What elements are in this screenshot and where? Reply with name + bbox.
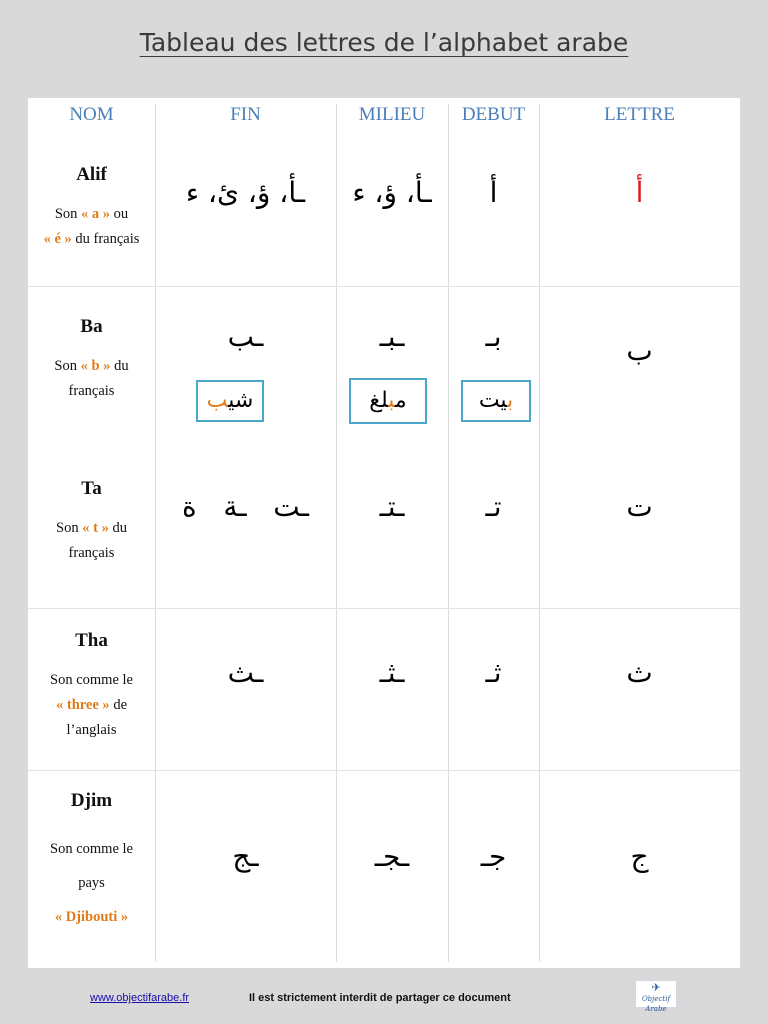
copyright-notice: Il est strictement interdit de partager ce document: [249, 992, 511, 1004]
word-part: يت: [478, 388, 508, 413]
example-word-fin: [196, 380, 264, 422]
example-word-milieu: [349, 378, 427, 424]
column-divider: [336, 104, 337, 962]
row-divider: [28, 608, 740, 609]
letter-sound: [28, 202, 155, 252]
form-lettre: ث: [626, 656, 653, 689]
form-fin: ـت ـة ة: [182, 490, 309, 523]
form-debut: تـ: [485, 490, 502, 523]
page-title: Tableau des lettres de l’alphabet arabe: [139, 28, 629, 57]
sound-highlight: « three »: [55, 697, 110, 713]
table-row: [28, 790, 155, 934]
sound-highlight: « é »: [43, 231, 72, 247]
sound-text: français: [68, 545, 115, 561]
header-nom: NOM: [69, 104, 114, 125]
form-lettre: أ: [635, 176, 644, 209]
header-milieu: MILIEU: [358, 104, 426, 125]
form-fin: ـب: [227, 320, 264, 353]
letter-sound: [28, 832, 155, 934]
sound-text: français: [68, 383, 115, 399]
sound-text: pays: [78, 875, 105, 891]
form-milieu: ـثـ: [379, 656, 405, 689]
form-milieu: ـجـ: [374, 840, 410, 873]
alphabet-table: [28, 98, 740, 968]
letter-name: Djim: [70, 790, 113, 811]
sound-text: l’anglais: [66, 722, 117, 738]
row-divider: [28, 770, 740, 771]
form-fin: ـأ، ؤ، ئ، ء: [185, 176, 306, 209]
sound-text: Son: [54, 358, 81, 374]
form-fin: ـث: [227, 656, 264, 689]
header-fin: FIN: [230, 104, 261, 125]
sound-highlight: « t »: [82, 520, 109, 536]
letter-name: Tha: [75, 630, 108, 651]
sound-highlight: Dj: [65, 909, 82, 925]
sound-text: Son: [56, 520, 83, 536]
word-part: شي: [228, 388, 254, 413]
sound-text: Son: [54, 206, 82, 222]
form-debut: بـ: [485, 320, 502, 353]
letter-sound: [28, 516, 155, 566]
letter-name: Alif: [76, 164, 107, 185]
logo-text: Objectif Arabe: [641, 995, 671, 1013]
sound-text: du: [108, 520, 127, 536]
paper-plane-icon: ✈: [651, 981, 661, 994]
column-divider: [155, 104, 156, 962]
word-highlight: ب: [206, 388, 229, 413]
sound-text: du: [110, 358, 129, 374]
table-row: [28, 164, 155, 252]
form-lettre: ت: [626, 490, 653, 523]
sound-highlight: « b »: [80, 358, 111, 374]
table-row: [28, 316, 155, 404]
form-debut: ثـ: [485, 656, 502, 689]
column-divider: [539, 104, 540, 962]
sound-text: de: [109, 697, 127, 713]
form-lettre: ب: [626, 334, 653, 367]
sound-highlight: ibouti »: [81, 909, 129, 925]
sound-text: Son comme le: [50, 672, 133, 688]
letter-sound: [28, 668, 155, 743]
form-fin: ـج: [232, 840, 259, 873]
form-debut: جـ: [480, 840, 507, 873]
column-divider: [448, 104, 449, 962]
word-part: لغ: [369, 388, 389, 413]
word-part: م: [394, 388, 407, 413]
form-lettre: ج: [630, 840, 649, 873]
letter-name: Ta: [81, 478, 102, 499]
brand-logo: [635, 980, 677, 1013]
sound-text: du français: [71, 231, 140, 247]
letter-name: Ba: [80, 316, 103, 337]
sound-highlight: «: [54, 909, 66, 925]
form-milieu: ـأ، ؤ، ء: [352, 176, 432, 209]
example-word-debut: [461, 380, 531, 422]
table-row: [28, 630, 155, 743]
website-link[interactable]: www.objectifarabe.fr: [90, 992, 190, 1004]
form-milieu: ـتـ: [379, 490, 405, 523]
word-highlight: ب: [388, 388, 395, 413]
table-row: [28, 478, 155, 566]
sound-text: Son comme le: [50, 841, 133, 857]
form-debut: أ: [489, 176, 498, 209]
header-lettre: LETTRE: [604, 104, 675, 125]
header-debut: DEBUT: [461, 104, 526, 125]
sound-highlight: « a »: [81, 206, 111, 222]
sound-text: ou: [110, 206, 129, 222]
row-divider: [28, 286, 740, 287]
form-milieu: ـبـ: [379, 320, 405, 353]
letter-sound: [28, 354, 155, 404]
word-highlight: ب: [507, 388, 514, 413]
